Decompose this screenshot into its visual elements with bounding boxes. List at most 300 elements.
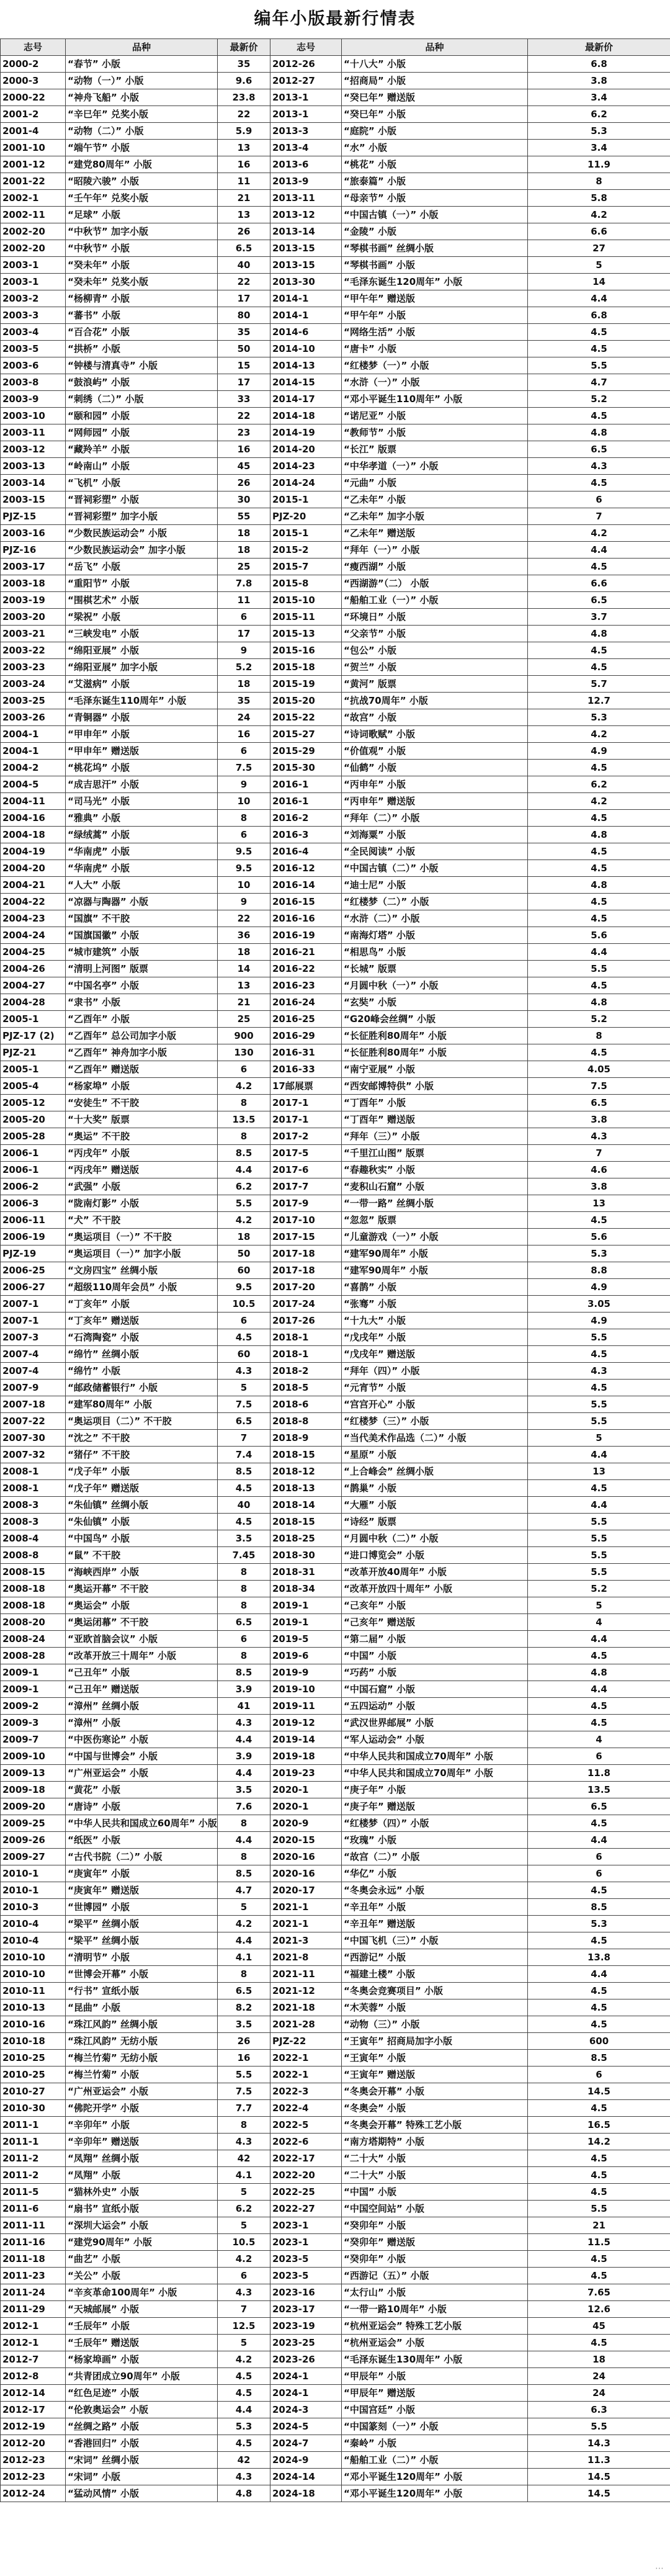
table-row (1, 1128, 670, 1145)
cell-name: “元曲” 小版 (342, 475, 528, 491)
cell-price: 4.4 (218, 2402, 270, 2418)
cell-name: “冬奥会竞赛项目” 小版 (342, 1983, 528, 1999)
cell-price: 41 (218, 1698, 270, 1715)
cell-name: “奥运” 不干胶 (66, 1128, 218, 1145)
cell-price: 30 (218, 491, 270, 508)
cell-name: “琴棋书画” 小版 (342, 257, 528, 274)
cell-price: 5.5 (528, 2418, 670, 2435)
cell-code: 2016-12 (270, 860, 342, 877)
cell-name: “武强” 小版 (66, 1178, 218, 1195)
cell-code: 2007-4 (1, 1363, 66, 1380)
cell-price: 3.9 (218, 1681, 270, 1698)
cell-name: “岳飞” 小版 (66, 559, 218, 575)
cell-name: “相思鸟” 小版 (342, 944, 528, 961)
cell-code: 2009-2 (1, 1698, 66, 1715)
cell-price: 18 (528, 2351, 670, 2368)
cell-code: 2024-9 (270, 2452, 342, 2469)
cell-name: “猫林外史” 小版 (66, 2184, 218, 2201)
cell-code: 2018-31 (270, 1564, 342, 1581)
cell-code: 2017-26 (270, 1313, 342, 1329)
cell-code: 2016-31 (270, 1044, 342, 1061)
cell-code: 2018-25 (270, 1530, 342, 1547)
cell-name: “丁亥年” 小版 (66, 1296, 218, 1313)
cell-code: 2015-22 (270, 709, 342, 726)
cell-price: 4.3 (528, 1363, 670, 1380)
table-row (1, 525, 670, 542)
cell-code: 2012-23 (1, 2469, 66, 2485)
table-row (1, 207, 670, 223)
cell-name: “癸卯年” 小版 (342, 2217, 528, 2234)
cell-code: 2018-15 (270, 1514, 342, 1530)
cell-price: 4.2 (528, 726, 670, 743)
cell-price: 4.4 (528, 1497, 670, 1514)
cell-code: 2013-1 (270, 89, 342, 106)
cell-price: 22 (218, 106, 270, 123)
cell-code: 2023-16 (270, 2284, 342, 2301)
table-row (1, 2402, 670, 2418)
cell-code: 2020-1 (270, 1798, 342, 1815)
cell-price: 25 (218, 559, 270, 575)
cell-price: 50 (218, 341, 270, 357)
cell-name: “深圳大运会” 小版 (66, 2217, 218, 2234)
cell-price: 7.65 (528, 2284, 670, 2301)
cell-price: 3.9 (218, 1748, 270, 1765)
cell-price: 5.5 (528, 1530, 670, 1547)
cell-code: 2022-17 (270, 2150, 342, 2167)
cell-code: 2014-24 (270, 475, 342, 491)
cell-price: 4.5 (218, 2435, 270, 2452)
table-row (1, 2284, 670, 2301)
cell-code: 2017-5 (270, 1145, 342, 1162)
cell-name: “癸卯年” 赠送版 (342, 2234, 528, 2251)
cell-code: 2019-18 (270, 1748, 342, 1765)
cell-code: 2007-18 (1, 1396, 66, 1413)
cell-code: 2004-5 (1, 776, 66, 793)
cell-code: 17邮展票 (270, 1078, 342, 1095)
cell-name: “拜年（四）” 小版 (342, 1363, 528, 1380)
cell-name: “梁祝” 小版 (66, 609, 218, 626)
cell-code: 2014-1 (270, 307, 342, 324)
cell-name: “绵竹” 小版 (66, 1363, 218, 1380)
table-row (1, 944, 670, 961)
cell-code: 2004-1 (1, 743, 66, 760)
cell-name: “邓小平诞生120周年” 小版 (342, 2485, 528, 2502)
cell-price: 26 (218, 2033, 270, 2050)
table-row (1, 961, 670, 977)
cell-name: “文房四宝” 丝绸小版 (66, 1262, 218, 1279)
cell-name: “儿童游戏（一）” 小版 (342, 1229, 528, 1245)
cell-code: 2004-25 (1, 944, 66, 961)
cell-name: “雅典” 小版 (66, 810, 218, 827)
cell-code: 2009-1 (1, 1664, 66, 1681)
cell-code: 2011-23 (1, 2268, 66, 2284)
cell-price: 6.5 (218, 1983, 270, 1999)
cell-name: “中国” 小版 (342, 1648, 528, 1664)
table-row (1, 140, 670, 156)
cell-name: “绵阳亚展” 加字小版 (66, 659, 218, 676)
cell-code: 2021-28 (270, 2016, 342, 2033)
cell-price: 12.5 (218, 2318, 270, 2335)
cell-name: “冬奥会开幕” 小版 (342, 2083, 528, 2100)
cell-name: “桃花坞” 小版 (66, 760, 218, 776)
cell-name: “凤翔” 丝绸小版 (66, 2150, 218, 2167)
cell-code: 2015-20 (270, 693, 342, 709)
cell-name: “乙未年” 赠送版 (342, 525, 528, 542)
cell-code: 2005-1 (1, 1011, 66, 1028)
cell-code: 2004-28 (1, 994, 66, 1011)
cell-name: “朱仙镇” 小版 (66, 1514, 218, 1530)
cell-price: 4.5 (528, 894, 670, 910)
cell-name: “沈之” 不干胶 (66, 1430, 218, 1447)
cell-price: 4.8 (528, 994, 670, 1011)
cell-price: 3.8 (528, 73, 670, 89)
cell-price: 8 (218, 1815, 270, 1832)
table-header-row (1, 39, 670, 56)
table-row (1, 1262, 670, 1279)
cell-name: “水浒（一）” 小版 (342, 374, 528, 391)
cell-code: 2010-4 (1, 1932, 66, 1949)
cell-code: 2018-13 (270, 1480, 342, 1497)
cell-code: 2013-30 (270, 274, 342, 290)
cell-name: “梅兰竹菊” 无纺小版 (66, 2050, 218, 2067)
cell-price: 10 (218, 877, 270, 894)
cell-code: 2009-1 (1, 1681, 66, 1698)
cell-code: 2003-5 (1, 341, 66, 357)
cell-code: 2014-18 (270, 408, 342, 424)
cell-name: “司马光” 小版 (66, 793, 218, 810)
cell-name: “甲申年” 小版 (66, 726, 218, 743)
header-cell: 志号 (1, 39, 66, 56)
cell-price: 4.5 (528, 1983, 670, 1999)
cell-code: PJZ-20 (270, 508, 342, 525)
table-row (1, 2435, 670, 2452)
cell-code: 2006-19 (1, 1229, 66, 1245)
cell-price: 21 (528, 2217, 670, 2234)
cell-code: 2008-18 (1, 1581, 66, 1597)
cell-name: “贺兰” 小版 (342, 659, 528, 676)
cell-price: 26 (218, 223, 270, 240)
cell-name: “一带一路10周年” 小版 (342, 2301, 528, 2318)
cell-name: “戊子年” 赠送版 (66, 1480, 218, 1497)
cell-price: 5 (528, 1597, 670, 1614)
table-row (1, 2201, 670, 2217)
cell-name: “王寅年” 赠送版 (342, 2067, 528, 2083)
cell-price: 9.5 (218, 1279, 270, 1296)
table-row (1, 793, 670, 810)
cell-price: 5 (218, 2184, 270, 2201)
cell-name: “奥运会” 小版 (66, 1597, 218, 1614)
cell-code: 2015-30 (270, 760, 342, 776)
cell-code: 2016-1 (270, 793, 342, 810)
cell-code: 2018-1 (270, 1346, 342, 1363)
cell-name: “甲辰年” 小版 (342, 2368, 528, 2385)
cell-name: “瘦西湖” 小版 (342, 559, 528, 575)
cell-price: 8 (528, 173, 670, 190)
cell-price: 6 (218, 1313, 270, 1329)
cell-name: “漳州” 小版 (66, 1715, 218, 1731)
cell-code: 2017-24 (270, 1296, 342, 1313)
table-row (1, 726, 670, 743)
cell-price: 6.5 (218, 1413, 270, 1430)
cell-code: 2010-13 (1, 1999, 66, 2016)
cell-code: 2024-1 (270, 2385, 342, 2402)
table-row (1, 2117, 670, 2134)
cell-code: 2015-1 (270, 491, 342, 508)
cell-name: “一带一路” 丝绸小版 (342, 1195, 528, 1212)
cell-price: 14.2 (528, 2134, 670, 2150)
cell-name: “中国与世博会” 小版 (66, 1748, 218, 1765)
cell-name: “喜鹊” 小版 (342, 1279, 528, 1296)
table-row (1, 2351, 670, 2368)
cell-price: 25 (218, 1011, 270, 1028)
cell-code: 2007-4 (1, 1346, 66, 1363)
cell-name: “朱仙镇” 丝绸小版 (66, 1497, 218, 1514)
cell-price: 4.5 (528, 324, 670, 341)
cell-code: 2003-18 (1, 575, 66, 592)
cell-price: 4.5 (528, 475, 670, 491)
cell-code: 2016-1 (270, 776, 342, 793)
cell-code: 2012-20 (1, 2435, 66, 2452)
cell-code: 2022-4 (270, 2100, 342, 2117)
cell-price: 5.5 (528, 1413, 670, 1430)
cell-price: 6 (528, 1849, 670, 1865)
cell-price: 6.5 (528, 1095, 670, 1111)
cell-name: “壬辰年” 赠送版 (66, 2335, 218, 2351)
cell-code: 2024-18 (270, 2485, 342, 2502)
cell-code: 2005-1 (1, 1061, 66, 1078)
cell-name: “三峡发电” 小版 (66, 626, 218, 642)
cell-code: 2003-8 (1, 374, 66, 391)
cell-name: “清明节” 小版 (66, 1949, 218, 1966)
cell-price: 13 (528, 1463, 670, 1480)
cell-name: “月圆中秋（一）” 小版 (342, 977, 528, 994)
cell-name: “宫宫开心” 小版 (342, 1396, 528, 1413)
cell-price: 10.5 (218, 2234, 270, 2251)
table-row (1, 1698, 670, 1715)
cell-price: 11.9 (528, 156, 670, 173)
cell-name: “玫瑰” 小版 (342, 1832, 528, 1849)
cell-name: “西湖游”（二） 小版 (342, 575, 528, 592)
cell-code: 2023-5 (270, 2268, 342, 2284)
cell-code: 2002-20 (1, 240, 66, 257)
cell-price: 13 (528, 1195, 670, 1212)
cell-price: 4.5 (528, 1380, 670, 1396)
cell-name: “癸巳年” 小版 (342, 106, 528, 123)
cell-name: “乙酉年” 小版 (66, 1011, 218, 1028)
cell-code: 2009-13 (1, 1765, 66, 1782)
cell-code: 2007-32 (1, 1447, 66, 1463)
cell-price: 4.2 (528, 793, 670, 810)
cell-price: 7.5 (218, 760, 270, 776)
cell-price: 8.5 (528, 1899, 670, 1916)
cell-name: “绵阳亚展” 小版 (66, 642, 218, 659)
cell-price: 4.8 (218, 2485, 270, 2502)
cell-name: “拱桥” 小版 (66, 341, 218, 357)
cell-name: “城市建筑” 小版 (66, 944, 218, 961)
cell-name: “黄河” 版票 (342, 676, 528, 693)
cell-name: “红楼梦（三）” 小版 (342, 1413, 528, 1430)
table-row (1, 1597, 670, 1614)
cell-price: 8 (218, 1095, 270, 1111)
cell-price: 4.8 (528, 827, 670, 843)
cell-code: 2021-18 (270, 1999, 342, 2016)
cell-price: 6.6 (528, 575, 670, 592)
cell-code: 2009-18 (1, 1782, 66, 1798)
cell-price: 4.7 (528, 374, 670, 391)
table-row (1, 1514, 670, 1530)
cell-name: “丙戌年” 赠送版 (66, 1162, 218, 1178)
cell-code: 2007-22 (1, 1413, 66, 1430)
table-row (1, 776, 670, 793)
cell-code: 2016-23 (270, 977, 342, 994)
table-row (1, 1463, 670, 1480)
cell-name: “华亿” 小版 (342, 1865, 528, 1882)
table-row (1, 1966, 670, 1983)
cell-name: “桃花” 小版 (342, 156, 528, 173)
cell-name: “黄花” 小版 (66, 1782, 218, 1798)
cell-price: 6 (218, 743, 270, 760)
table-row (1, 123, 670, 140)
cell-name: “网络生活” 小版 (342, 324, 528, 341)
cell-name: “十八大” 小版 (342, 56, 528, 73)
table-row (1, 2452, 670, 2469)
table-row (1, 1564, 670, 1581)
price-table (0, 38, 670, 2502)
cell-price: 35 (218, 56, 270, 73)
cell-code: 2001-12 (1, 156, 66, 173)
cell-price: 4.5 (528, 1480, 670, 1497)
cell-code: 2014-10 (270, 341, 342, 357)
cell-name: “犬” 不干胶 (66, 1212, 218, 1229)
cell-price: 4.5 (528, 1648, 670, 1664)
cell-name: “改革开放四十周年” 小版 (342, 1581, 528, 1597)
cell-name: “少数民族运动会” 小版 (66, 525, 218, 542)
cell-code: 2016-14 (270, 877, 342, 894)
cell-price: 8.8 (528, 1262, 670, 1279)
table-row (1, 810, 670, 827)
cell-code: 2015-29 (270, 743, 342, 760)
cell-code: 2004-23 (1, 910, 66, 927)
cell-name: “金陵” 小版 (342, 223, 528, 240)
cell-price: 9.5 (218, 860, 270, 877)
cell-price: 8 (218, 1128, 270, 1145)
table-row (1, 1832, 670, 1849)
table-row (1, 240, 670, 257)
cell-code: 2023-1 (270, 2234, 342, 2251)
cell-code: 2011-6 (1, 2201, 66, 2217)
table-row (1, 290, 670, 307)
cell-price: 4.4 (528, 542, 670, 559)
cell-code: 2017-20 (270, 1279, 342, 1296)
cell-code: 2003-20 (1, 609, 66, 626)
cell-code: 2019-1 (270, 1597, 342, 1614)
cell-name: “红楼梦（四）” 小版 (342, 1815, 528, 1832)
cell-code: 2010-18 (1, 2033, 66, 2050)
cell-code: 2018-2 (270, 1363, 342, 1380)
cell-name: “船舶工业（二）” 小版 (342, 2452, 528, 2469)
cell-price: 6.5 (528, 592, 670, 609)
cell-price: 4.6 (528, 1162, 670, 1178)
cell-price: 17 (218, 290, 270, 307)
cell-code: 2020-15 (270, 1832, 342, 1849)
cell-price: 4.5 (218, 1480, 270, 1497)
cell-code: 2004-16 (1, 810, 66, 827)
cell-name: “壬辰年” 小版 (66, 2318, 218, 2335)
cell-code: 2006-25 (1, 1262, 66, 1279)
cell-code: 2011-11 (1, 2217, 66, 2234)
cell-price: 18 (218, 944, 270, 961)
table-row (1, 1245, 670, 1262)
cell-price: 5.2 (528, 1011, 670, 1028)
cell-price: 3.5 (218, 1530, 270, 1547)
cell-price: 4.4 (218, 1731, 270, 1748)
cell-price: 22 (218, 274, 270, 290)
cell-code: 2003-21 (1, 626, 66, 642)
table-row (1, 1798, 670, 1815)
cell-price: 8 (218, 1597, 270, 1614)
table-row (1, 1949, 670, 1966)
cell-code: 2018-30 (270, 1547, 342, 1564)
cell-code: 2013-6 (270, 156, 342, 173)
cell-code: 2018-12 (270, 1463, 342, 1480)
table-row (1, 1983, 670, 1999)
cell-code: 2003-26 (1, 709, 66, 726)
cell-name: “梁平” 丝绸小版 (66, 1916, 218, 1932)
table-row (1, 559, 670, 575)
cell-name: “奥运项目（一）” 加字小版 (66, 1245, 218, 1262)
cell-price: 8.5 (528, 2050, 670, 2067)
cell-price: 18 (218, 1229, 270, 1245)
cell-code: 2003-14 (1, 475, 66, 491)
cell-name: “乙酉年” 神舟加字小版 (66, 1044, 218, 1061)
cell-name: “钟楼与清真寺” 小版 (66, 357, 218, 374)
cell-code: 2016-29 (270, 1028, 342, 1044)
cell-name: “少数民族运动会” 加字小版 (66, 542, 218, 559)
cell-name: “武汉世界邮展” 小版 (342, 1715, 528, 1731)
cell-code: 2008-20 (1, 1614, 66, 1631)
cell-code: 2000-2 (1, 56, 66, 73)
cell-name: “癸卯年” 小版 (342, 2251, 528, 2268)
table-row (1, 2469, 670, 2485)
cell-code: 2001-22 (1, 173, 66, 190)
cell-price: 8 (218, 1564, 270, 1581)
cell-price: 4.5 (528, 2016, 670, 2033)
cell-price: 4.5 (528, 2268, 670, 2284)
cell-price: 5.5 (528, 1396, 670, 1413)
cell-code: 2018-15 (270, 1447, 342, 1463)
cell-price: 4.4 (528, 1447, 670, 1463)
cell-name: “西游记” 小版 (342, 1949, 528, 1966)
cell-code: 2009-10 (1, 1748, 66, 1765)
cell-price: 4.5 (528, 2167, 670, 2184)
cell-code: 2008-4 (1, 1530, 66, 1547)
cell-price: 14.5 (528, 2083, 670, 2100)
cell-price: 36 (218, 927, 270, 944)
cell-name: “辛巳年” 兑奖小版 (66, 106, 218, 123)
cell-name: “南宁亚展” 小版 (342, 1061, 528, 1078)
cell-name: “乙未年” 加字小版 (342, 508, 528, 525)
cell-price: 10.5 (218, 1296, 270, 1313)
cell-price: 6.5 (528, 441, 670, 458)
cell-name: “忽忽” 版票 (342, 1212, 528, 1229)
table-row (1, 592, 670, 609)
table-row (1, 89, 670, 106)
cell-price: 4.8 (528, 1664, 670, 1681)
cell-name: “陇南灯影” 小版 (66, 1195, 218, 1212)
cell-code: 2010-1 (1, 1865, 66, 1882)
cell-name: “庚子年” 赠送版 (342, 1798, 528, 1815)
cell-price: 22 (218, 408, 270, 424)
